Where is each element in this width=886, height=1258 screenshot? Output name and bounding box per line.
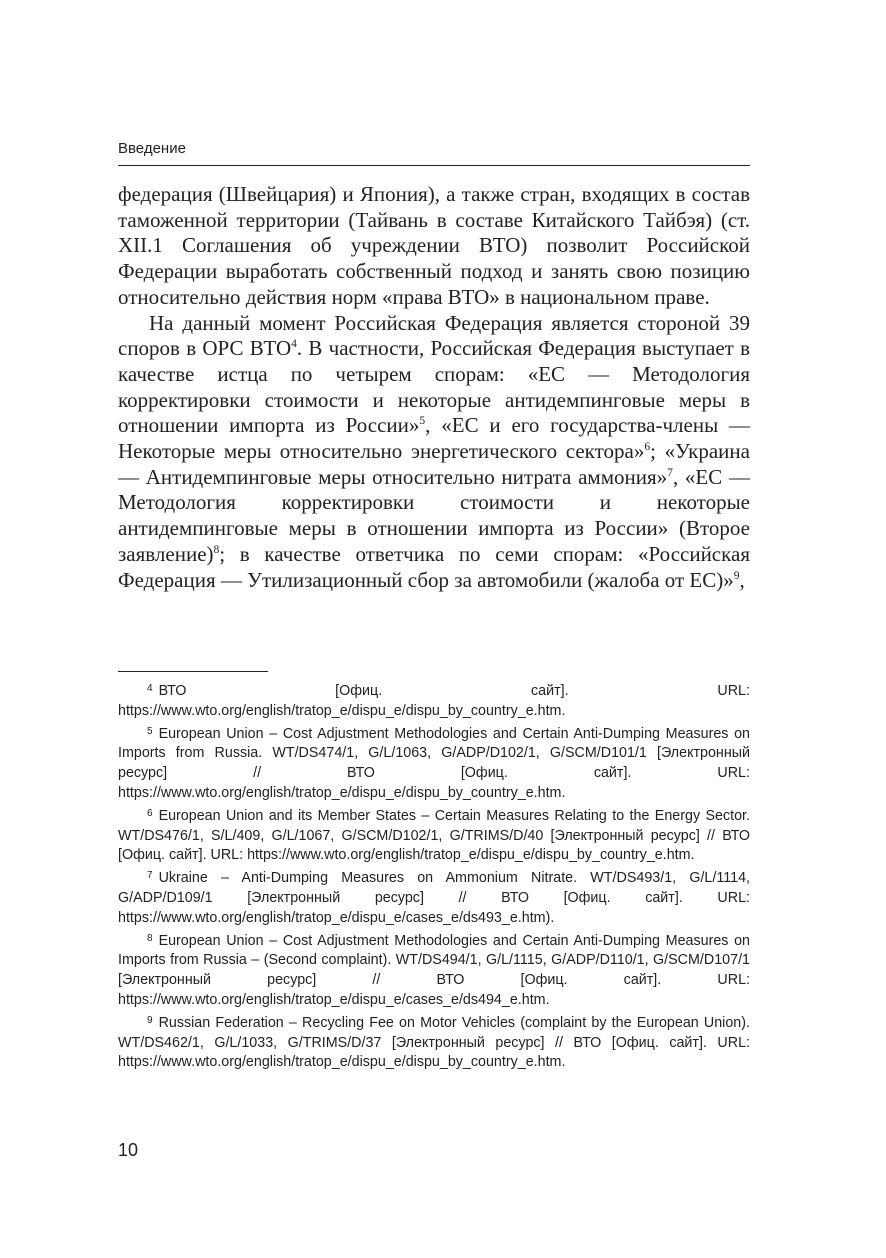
footnote-number: 6 [147, 807, 153, 819]
footnote-separator [118, 671, 268, 672]
body-paragraph-2 [118, 311, 750, 594]
paragraph-2-segment-2: . В частности, Российская Федерация выступает в качестве истца по четырем спорам: «ЕС — Методология корректировки стоимости и некоторые антидемпинговые меры в отношении импорта из России» [118, 336, 750, 438]
footnote-ref-7[interactable]: 7 [667, 466, 673, 479]
footnote-text: ВТО [Офиц. сайт]. URL: https://www.wto.org/english/tratop_e/dispu_e/dispu_by_country_e.htm. [118, 683, 750, 719]
paragraph-2-segment-6: ; в качестве ответчика по семи спорам: «Российская Федерация — Утилизационный сбор за автомобили (жалоба от ЕС)» [118, 541, 750, 592]
body-paragraph-1: федерация (Швейцария) и Япония), а также стран, входящих в состав таможенной территории (Тайвань в составе Китайского Тайбэя) (ст. XII.1 Соглашения об учреждении ВТО) позволит Российской Федерации выработать собственный подход и занять свою позицию относительно действия норм «права ВТО» в национальном праве. [118, 182, 750, 309]
running-title: Введение [118, 140, 186, 157]
footnote-item [118, 804, 750, 866]
footnote-text: European Union and its Member States – Certain Measures Relating to the Energy Sector. WT/DS476/1, S/L/409, G/L/1067, G/SCM/D102/1, G/TRIMS/D/40 [Электронный ресурс] // ВТО [Офиц. сайт]. URL: https://www.wto.org/english/tratop_e/dispu_e/dispu_by_country_e.htm. [118, 807, 750, 864]
footnote-ref-6[interactable]: 6 [644, 441, 651, 454]
page-number: 10 [118, 1140, 139, 1160]
footnote-number: 7 [147, 870, 153, 882]
paragraph-2-segment-3: , «ЕС и его государства-члены — Некоторые меры относительно энергетического сектора» [118, 413, 751, 464]
paragraph-2-segment-4: ; «Украина — Антидемпинговые меры относительно нитрата аммония» [118, 439, 750, 489]
footnote-number: 4 [147, 683, 153, 694]
footnote-item [118, 722, 750, 804]
paragraph-2-segment-7: , [739, 567, 745, 592]
footnote-text: European Union – Cost Adjustment Methodologies and Certain Anti-Dumping Measures on Imports from Russia. WT/DS474/1, G/L/1063, G/ADP/D102/1, G/SCM/D101/1 [Электронный ресурс] // ВТО [Офиц. сайт]. URL: https://www.wto.org/english/tratop_e/dispu_e/dispu_by_country_e.htm. [118, 725, 750, 801]
footnote-ref-9[interactable]: 9 [733, 569, 740, 582]
footnote-item [118, 1011, 750, 1073]
footnote-item [118, 866, 750, 928]
footnote-text: Russian Federation – Recycling Fee on Motor Vehicles (complaint by the European Union). WT/DS462/1, G/L/1033, G/TRIMS/D/37 [Электронный ресурс] // ВТО [Офиц. сайт]. URL: https://www.wto.org/english/tratop_e/dispu_e/dispu_by_country_e.htm. [118, 1014, 750, 1071]
footnote-ref-5[interactable]: 5 [419, 415, 426, 428]
footnotes [118, 679, 750, 1073]
footnote-item [118, 679, 750, 722]
main-text [118, 182, 750, 593]
footnote-text: European Union – Cost Adjustment Methodologies and Certain Anti-Dumping Measures on Imports from Russia – (Second complaint). WT/DS494/1, G/L/1115, G/ADP/D110/1, G/SCM/D107/1 [Электронный ресурс] // ВТО [Офиц. сайт]. URL: https://www.wto.org/english/tratop_e/dispu_e/cases_e/ds494_e.htm. [118, 932, 750, 1008]
footnote-number: 5 [147, 725, 153, 737]
paragraph-2-segment-1: На данный момент Российская Федерация является стороной 39 споров в ОРС ВТО [118, 310, 750, 361]
footnote-item [118, 929, 750, 1011]
footnote-number: 9 [147, 1014, 153, 1026]
footnote-ref-8[interactable]: 8 [213, 543, 220, 556]
footnote-ref-4[interactable]: 4 [291, 338, 297, 351]
footnote-number: 8 [147, 932, 153, 944]
footnote-text: Ukraine – Anti-Dumping Measures on Ammonium Nitrate. WT/DS493/1, G/L/1114, G/ADP/D109/1 [Электронный ресурс] // ВТО [Офиц. сайт]. URL: https://www.wto.org/english/tratop_e/dispu_e/cases_e/ds493_e.htm). [118, 870, 750, 926]
paragraph-2-segment-5: , «ЕС — Методология корректировки стоимости и некоторые антидемпинговые меры в отношении импорта из России» (Второе заявление) [118, 464, 750, 566]
running-header [118, 139, 750, 166]
